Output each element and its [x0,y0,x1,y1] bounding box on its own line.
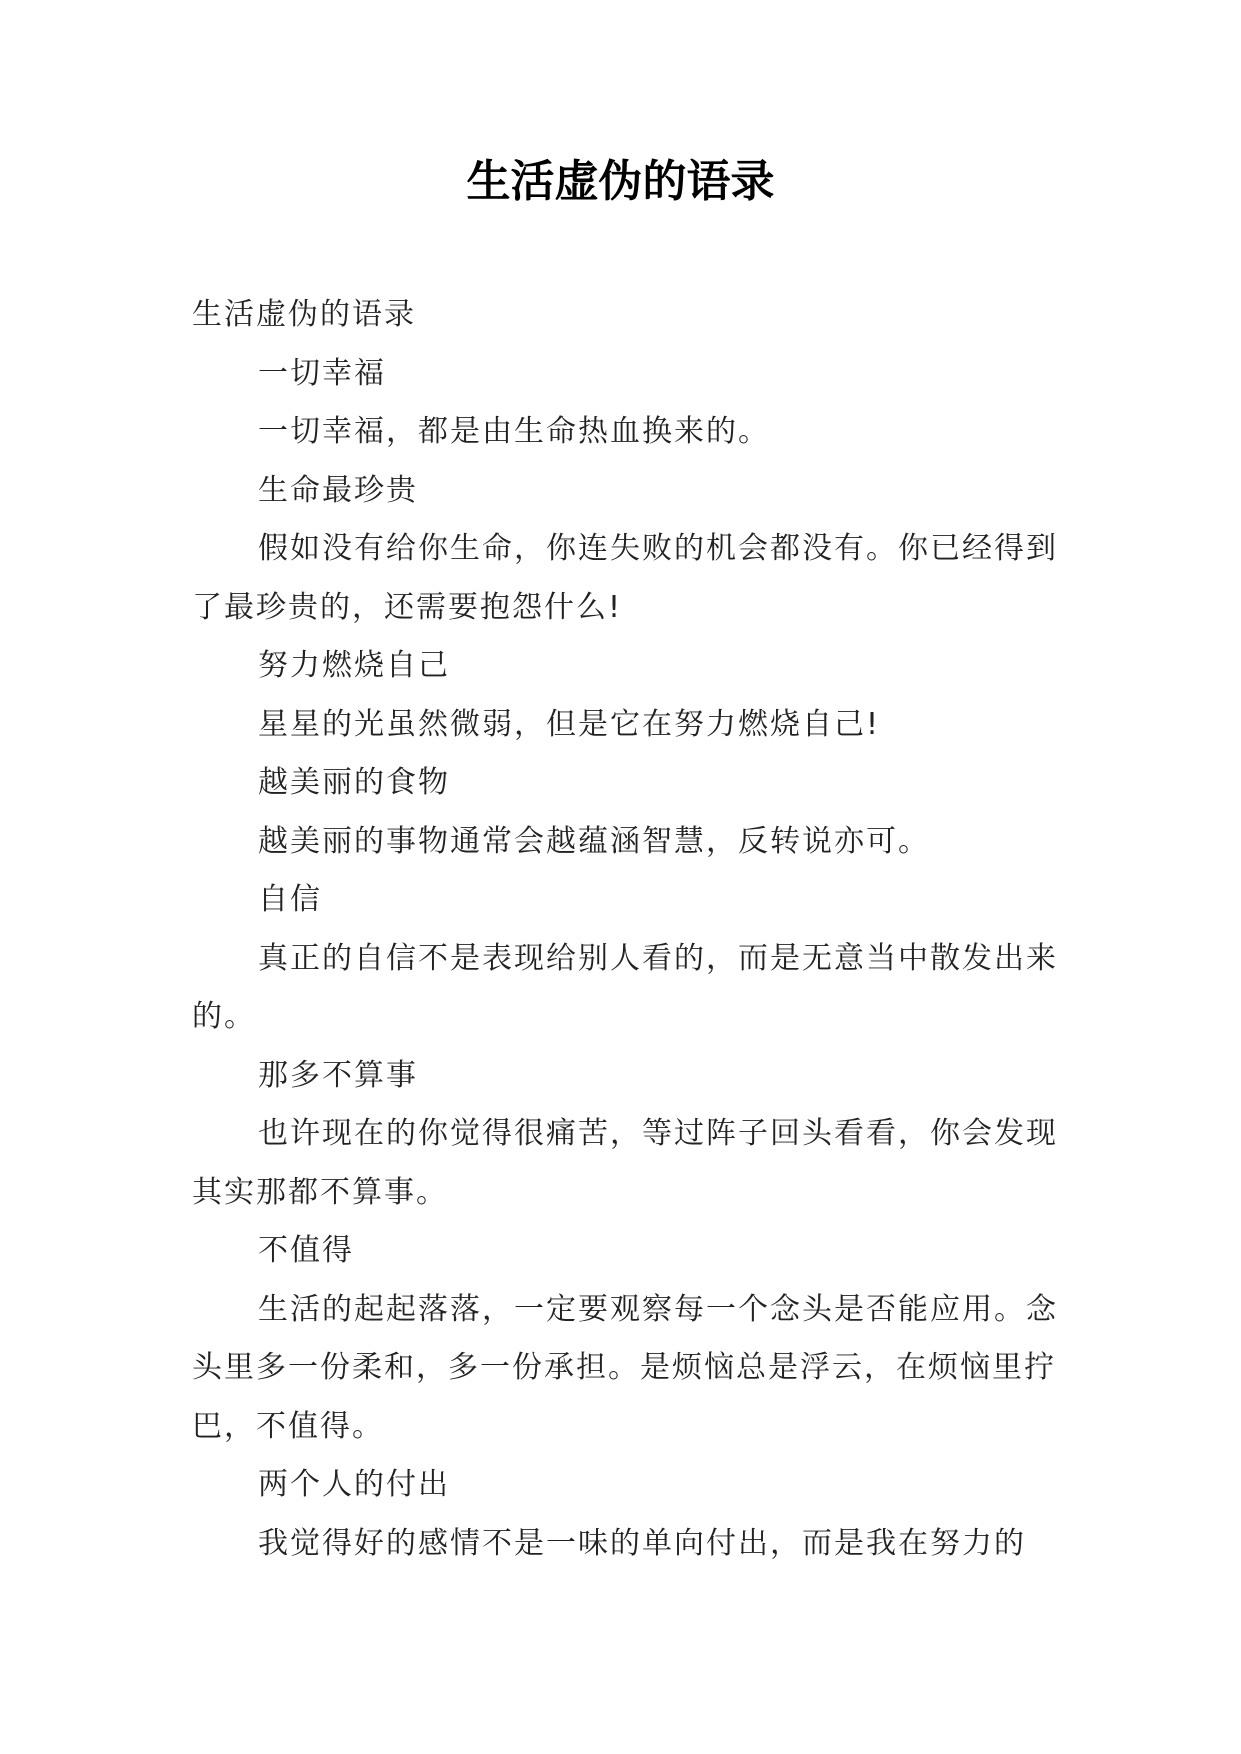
section-heading: 生命最珍贵 [258,472,418,508]
quote-paragraph: 一切幸福，都是由生命热血换来的。 [258,414,770,449]
quote-paragraph: 我觉得好的感情不是一味的单向付出，而是我在努力的 [258,1525,1026,1561]
quote-paragraph: 真正的自信不是表现给别人看的，而是无意当中散发出来的。 [192,940,1058,1034]
quote-paragraph: 星星的光虽然微弱，但是它在努力燃烧自己! [258,706,881,742]
section-heading: 两个人的付出 [258,1467,450,1502]
quote-paragraph: 越美丽的事物通常会越蕴涵智慧，反转说亦可。 [258,823,930,859]
quote-paragraph: 也许现在的你觉得很痛苦，等过阵子回头看看，你会发现其实那都不算事。 [192,1116,1058,1210]
quote-paragraph: 假如没有给你生命，你连失败的机会都没有。你已经得到了最珍贵的，还需要抱怨什么! [192,531,1058,625]
section-heading: 那多不算事 [258,1057,418,1093]
intro-line: 生活虚伪的语录 [192,297,416,332]
section-heading: 自信 [258,882,322,917]
section-heading: 一切幸福 [258,355,386,391]
section-heading: 努力燃烧自己 [258,648,450,683]
document-body [192,286,1060,1573]
section-heading: 越美丽的食物 [258,765,450,800]
document-title: 生活虚伪的语录 [466,156,775,207]
section-heading: 不值得 [258,1233,354,1268]
quote-paragraph: 生活的起起落落，一定要观察每一个念头是否能应用。念头里多一份柔和，多一份承担。是烦恼总是浮云，在烦恼里拧巴，不值得。 [192,1291,1058,1444]
